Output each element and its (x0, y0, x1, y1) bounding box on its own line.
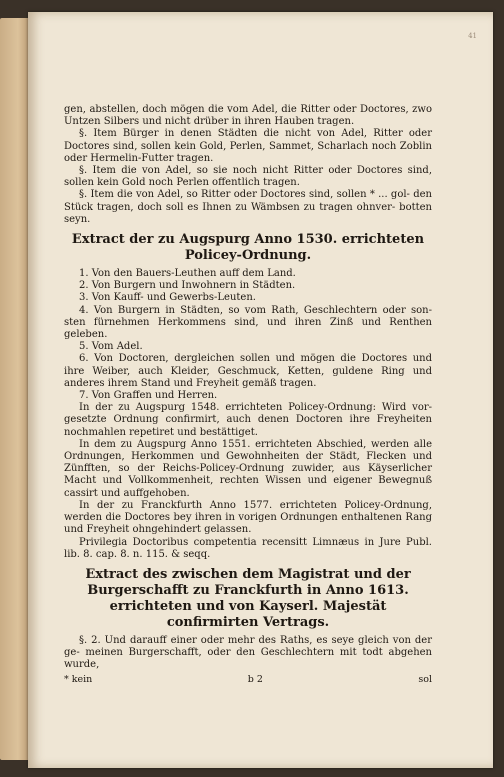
paragraph: Privilegia Doctoribus competentia recensitt Limnæus in Jure Publ. lib. 8. cap. 8. n. 115. & seqq. (64, 536, 432, 560)
paragraph: §. 2. Und darauff einer oder mehr des Raths, es seye gleich von der ge- meinen Burgerschafft, oder den Geschlechtern mit todt abgehen wurde, (64, 634, 432, 671)
paragraph: §. Item die von Adel, so Ritter oder Doctores sind, sollen * ... gol- den Stück tragen, doch soll es Ihnen zu Wämbsen zu tragen ohnver- botten seyn. (64, 189, 432, 225)
facing-page-edge (0, 18, 30, 760)
list-item: 2. Von Burgern und Inwohnern in Städten. (79, 280, 296, 292)
paragraph: §. Item die von Adel, so sie noch nicht Ritter oder Doctores sind, sollen kein Gold noch Perlen offentlich tragen. (64, 165, 432, 189)
folio-number: 41 (468, 32, 477, 40)
paragraph: In der zu Augspurg 1548. errichteten Policey-Ordnung: Wird vor- gesetzte Ordnung confirmirt, auch denen Doctoren ihre Freyheiten nochmahlen repetiret und bestättiget. (64, 402, 432, 438)
catchword: sol (418, 673, 432, 685)
signature-mark: b 2 (247, 673, 263, 685)
paragraph: In dem zu Augspurg Anno 1551. errichteten Abschied, werden alle Ordnungen, Herkommen und Gewohnheiten der Städt, Flecken und Zünfften, so der Reichs-Policey-Ordnung zuwider, aus Käyserlicher Macht und Vollkommenheit, rechten Wissen und eigener Bewegnuß cassirt und auffgehoben. (64, 438, 432, 499)
list-item: 1. Von den Bauers-Leuthen auff dem Land. (79, 268, 296, 280)
list-item: 7. Von Graffen und Herren. (79, 390, 218, 402)
paragraph: §. Item Bürger in denen Städten die nicht von Adel, Ritter oder Doctores sind, sollen kein Gold, Perlen, Sammet, Scharlach noch Zoblin oder Hermelin-Futter tragen. (64, 128, 432, 164)
document-page (28, 12, 493, 768)
page-footer (64, 674, 432, 686)
list-item: 3. Von Kauff- und Gewerbs-Leuten. (79, 292, 256, 304)
paragraph: gen, abstellen, doch mögen die vom Adel, die Ritter oder Doctores, zwo Untzen Silbers und nicht drüber in ihren Hauben tragen. (64, 104, 432, 128)
paragraph: In der zu Franckfurth Anno 1577. errichteten Policey-Ordnung, werden die Doctores bey ihren in vorigen Ordnungen enthaltenen Rang und Freyheit ohngehindert gelassen. (64, 499, 432, 536)
list-item: 5. Vom Adel. (79, 341, 143, 353)
section-heading: Extract des zwischen dem Magistrat und der Burgerschafft zu Franckfurth in Anno 1613. errichteten und von Kayserl. Majestät confirmirten Vertrags. (85, 566, 411, 630)
section-heading: Extract der zu Augspurg Anno 1530. errichteten Policey-Ordnung. (71, 232, 425, 264)
page-body (64, 104, 432, 686)
catchword-note: * kein (64, 673, 93, 685)
list-item: 4. Von Burgern in Städten, so vom Rath, Geschlechtern oder son- sten fürnehmen Herkommens sind, und ihren Zinß und Renthen geleben. (64, 304, 432, 341)
list-item: 6. Von Doctoren, dergleichen sollen und mögen die Doctores und ihre Weiber, auch Kleider, Geschmuck, Ketten, guldene Ring und anderes ihrem Stand und Freyheit gemäß tragen. (64, 353, 432, 389)
